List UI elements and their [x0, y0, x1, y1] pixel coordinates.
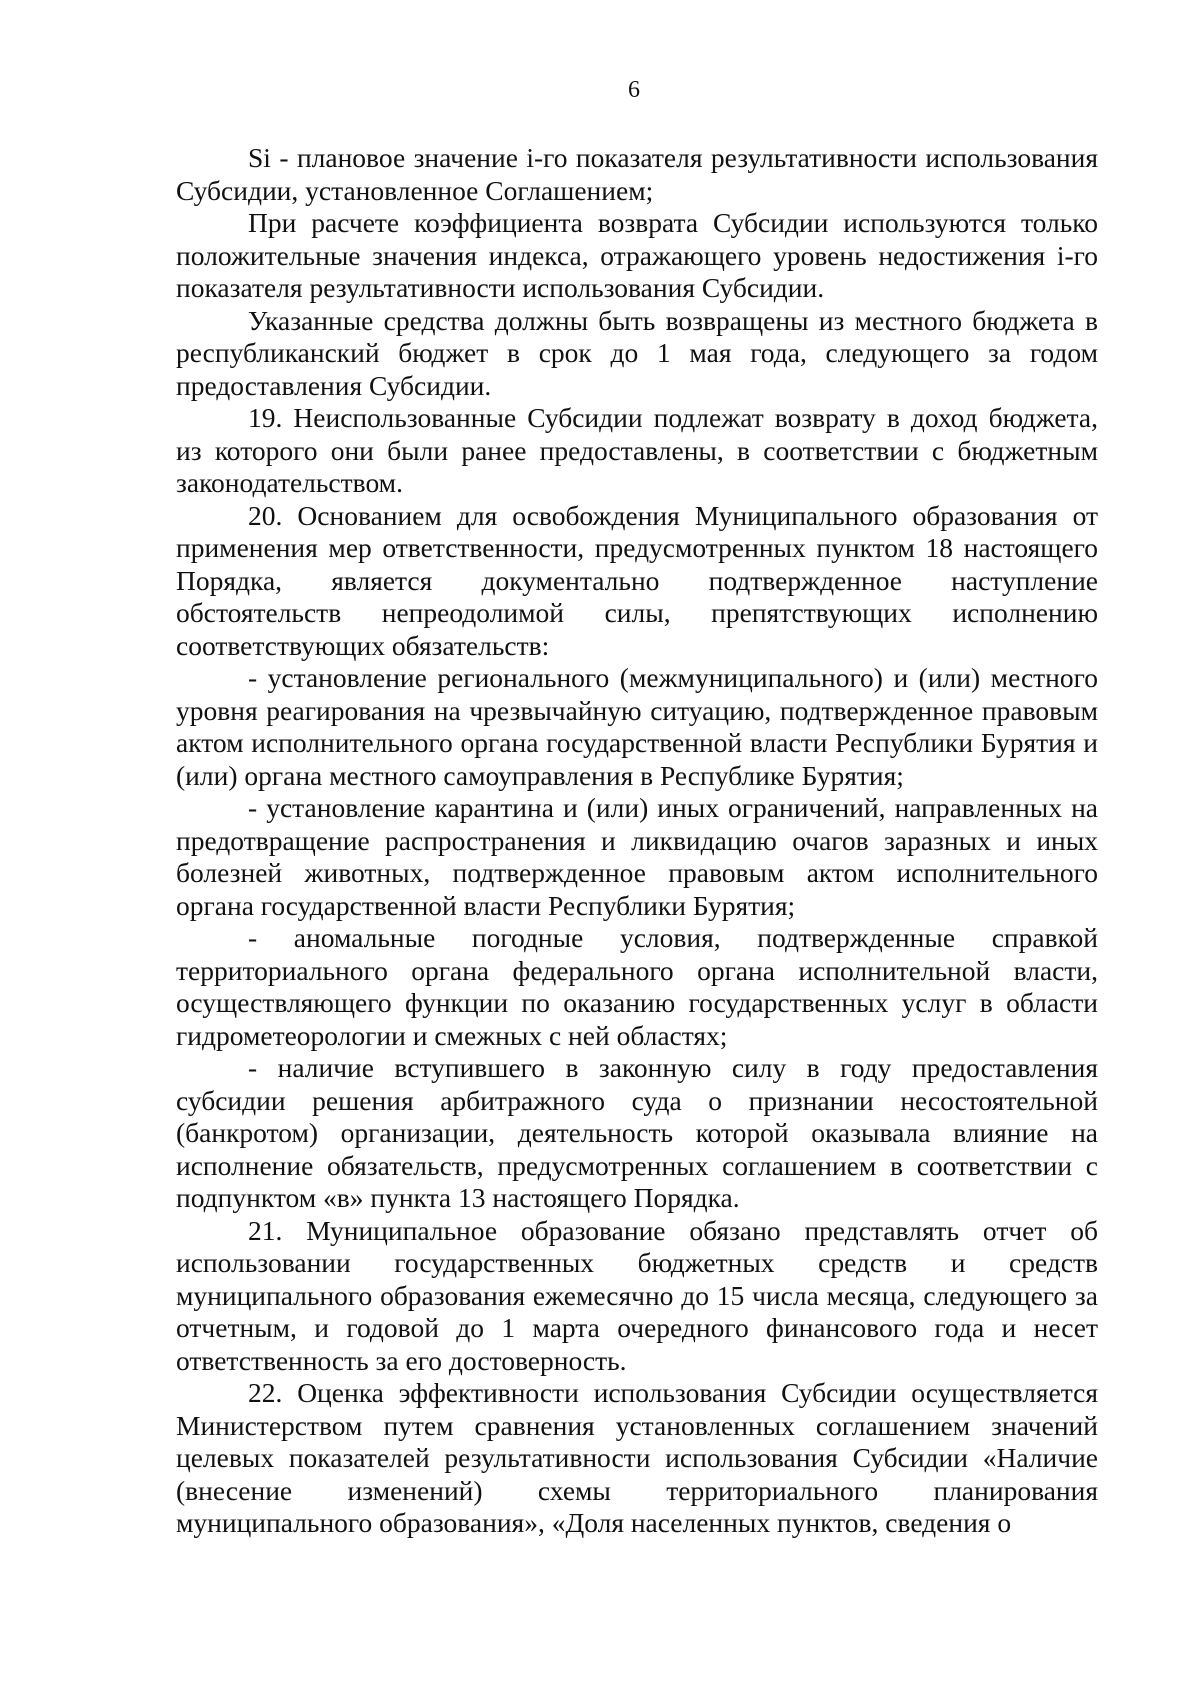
paragraph-funds-return: Указанные средства должны быть возвращены из местного бюджета в республиканский бюджет в срок до 1 мая года, следующего за годом предоставления Субсидии.: [176, 304, 1098, 401]
paragraph-return-coefficient: При расчете коэффициента возврата Субсидии используются только положительные значения индекса, отражающего уровень недостижения i-го показателя результативности использования Субсидии.: [176, 207, 1098, 303]
paragraph-item-21: 21. Муниципальное образование обязано представлять отчет об использовании государственных бюджетных средств и средств муниципального образования ежемесячно до 15 числа месяца, следующего за отчетным, и годовой до 1 марта очередного финансового года и несет ответственность за его достоверность.: [176, 1214, 1098, 1376]
paragraph-item-19: 19. Неиспользованные Субсидии подлежат возврату в доход бюджета, из которого они были ранее предоставлены, в соответствии с бюджетным законодательством.: [176, 402, 1098, 498]
paragraph-si-definition: Si - плановое значение i-го показателя результативности использования Субсидии, установленное Соглашением;: [176, 142, 1098, 206]
paragraph-quarantine: - установление карантина и (или) иных ограничений, направленных на предотвращение распространения и ликвидацию очагов заразных и иных болезней животных, подтвержденное правовым актом исполнительного органа государственной власти Республики Бурятия;: [176, 792, 1098, 921]
paragraph-weather: - аномальные погодные условия, подтвержденные справкой территориального органа федерального органа исполнительной власти, осуществляющего функции по оказанию государственных услуг в области гидрометеорологии и смежных с ней областях;: [176, 922, 1098, 1051]
paragraph-item-22: 22. Оценка эффективности использования Субсидии осуществляется Министерством путем сравнения установленных соглашением значений целевых показателей результативности использования Субсидии «Наличие (внесение изменений) схемы территориального планирования муниципального образования», «Доля населенных пунктов, сведения о: [176, 1377, 1098, 1538]
paragraph-bankruptcy: - наличие вступившего в законную силу в году предоставления субсидии решения арбитражного суда о признании несостоятельной (банкротом) организации, деятельность которой оказывала влияние на исполнение обязательств, предусмотренных соглашением в соответствии с подпунктом «в» пункта 13 настоящего Порядка.: [176, 1052, 1098, 1213]
page-number: 6: [628, 77, 640, 103]
paragraph-item-20: 20. Основанием для освобождения Муниципального образования от применения мер ответственности, предусмотренных пунктом 18 настоящего Порядка, является документально подтвержденное наступление обстоятельств непреодолимой силы, препятствующих исполнению соответствующих обязательств:: [176, 499, 1098, 661]
document-body: [176, 142, 1098, 1540]
paragraph-emergency-regime: - установление регионального (межмуниципального) и (или) местного уровня реагирования на чрезвычайную ситуацию, подтвержденное правовым актом исполнительного органа государственной власти Республики Бурятия и (или) органа местного самоуправления в Республике Бурятия;: [176, 662, 1098, 791]
